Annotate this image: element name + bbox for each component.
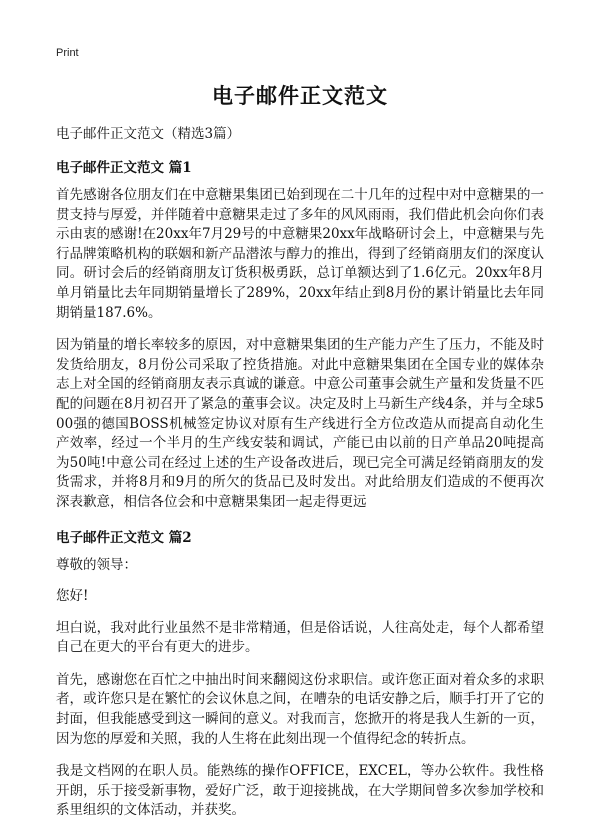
document-subtitle: 电子邮件正文范文（精选3篇） (56, 126, 241, 142)
salutation: 尊敬的领导： (56, 556, 137, 573)
section-heading: 电子邮件正文范文 篇2 (56, 529, 192, 546)
document-body (56, 122, 544, 834)
paragraph: 我是文档网的在职人员。能熟练的操作OFFICE，EXCEL，等办公软件。我性格开朗，乐于接受新事物，爱好广泛，敢于迎接挑战，在大学期间曾多次参加学校和系里组织的文体活动，并获奖。 (56, 763, 544, 819)
paragraph: 因为销量的增长率较多的原因，对中意糖果集团的生产能力产生了压力，不能及时发货给朋友，8月份公司采取了控货措施。对此中意糖果集团在全国专业的媒体杂志上对全国的经销商朋友表示真诚的谦意。中意公司董事会就生产量和发货量不匹配的问题在8月初召开了紧急的董事会议。决定及时上马新生产线4条，并与全球500强的德国BOSS机械签定协议对原有生产线进行全方位改造从而提高自动化生产效率，经过一个半月的生产线安装和调试，产能已由以前的日产单品20吨提高为50吨!中意公司在经过上述的生产设备改进后，现已完全可满足经销商朋友的发货需求，并将8月和9月的所欠的货品已及时发出。对此给朋友们造成的不便再次深表歉意，相信各位会和中意糖果集团一起走得更远 (56, 337, 544, 510)
section-2 (56, 526, 544, 822)
paragraph: 坦白说，我对此行业虽然不是非常精通，但是俗话说，人往高处走，每个人都希望自己在更大的平台有更大的进步。 (56, 619, 544, 656)
paragraph: 首先，感谢您在百忙之中抽出时间来翻阅这份求职信。或许您正面对着众多的求职者，或许您只是在繁忙的会议休息之间，在嘈杂的电话安静之后，顺手打开了它的封面，但我能感受到这一瞬间的意义。对我而言，您掀开的将是我人生新的一页，因为您的厚爱和关照，我的人生将在此刻出现一个值得纪念的转折点。 (56, 671, 544, 747)
section-heading: 电子邮件正文范文 篇1 (56, 160, 192, 176)
print-link[interactable]: Print (56, 47, 79, 59)
paragraph: 首先感谢各位朋友们在中意糖果集团已始到现在二十几年的过程中对中意糖果的一贯支持与厚爱，并伴随着中意糖果走过了多年的风风雨雨，我们借此机会向你们表示由衷的感谢!在20xx年7月29号的中意糖果20xx年战略研讨会上，中意糖果与先行品牌策略机构的联姻和新产品潜浓与醇力的推出，得到了经销商朋友们的深度认同。研讨会后的经销商朋友订货积极勇跃，总订单额达到了1.6亿元。20xx年8月单月销量比去年同期销量增长了289%，20xx年结止到8月份的累计销量比去年同期销量187.6%。 (56, 187, 544, 321)
greeting: 您好! (56, 588, 89, 605)
section-1 (56, 156, 544, 513)
document-title: 电子邮件正文范文 (212, 83, 388, 108)
